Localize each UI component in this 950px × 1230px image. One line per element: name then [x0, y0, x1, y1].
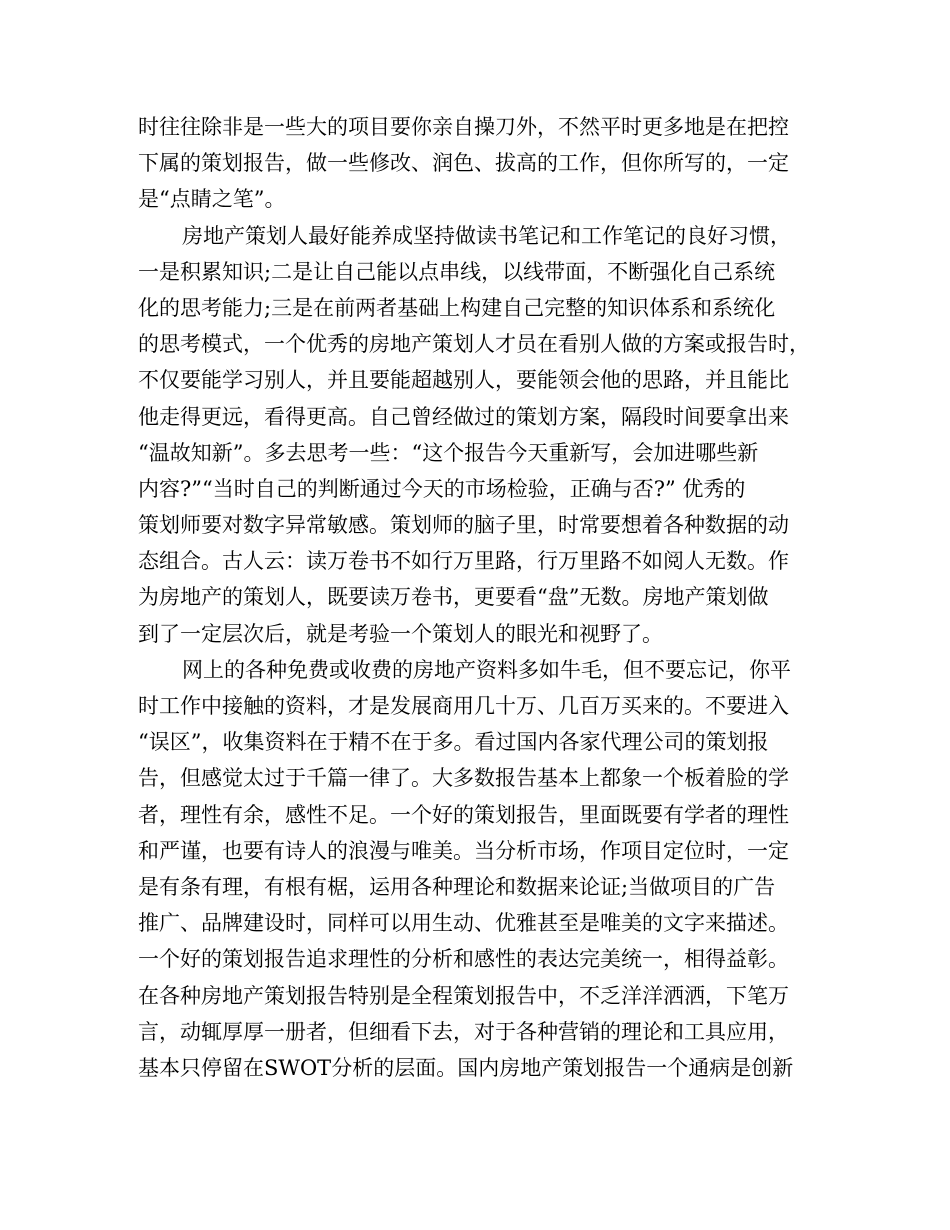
text-line: 的思考模式，一个优秀的房地产策划人才员在看别人做的方案或报告时， — [138, 332, 810, 357]
text-line: 不仅要能学习别人，并且要能超越别人，要能领会他的思路，并且能比 — [138, 368, 789, 393]
text-line: 是有条有理，有根有椐，运用各种理论和数据来论证;当做项目的广告 — [138, 874, 776, 899]
text-line: “误区”，收集资料在于精不在于多。看过国内各家代理公司的策划报 — [138, 730, 769, 755]
text-line: 态组合。古人云：读万卷书不如行万里路，行万里路不如阅人无数。作 — [138, 549, 789, 574]
text-line: 房地产策划人最好能养成坚持做读书笔记和工作笔记的良好习惯， — [182, 223, 791, 248]
text-line: 言，动辄厚厚一册者，但细看下去，对于各种营销的理论和工具应用， — [138, 1019, 789, 1044]
document-body — [138, 109, 828, 1086]
text-line: 到了一定层次后，就是考验一个策划人的眼光和视野了。 — [138, 621, 663, 646]
text-line: 告，但感觉太过于千篇一律了。大多数报告基本上都象一个板着脸的学 — [138, 766, 789, 791]
paragraph-1 — [138, 109, 828, 218]
text-line: 一个好的策划报告追求理性的分析和感性的表达完美统一，相得益彰。 — [138, 947, 789, 972]
text-line: 网上的各种免费或收费的房地产资料多如牛毛，但不要忘记，你平 — [182, 657, 791, 682]
text-line: “温故知新”。多去思考一些：“这个报告今天重新写，会加进哪些新 — [138, 440, 759, 465]
text-line: 是“点睛之笔”。 — [138, 187, 286, 212]
text-line: 他走得更远，看得更高。自己曾经做过的策划方案，隔段时间要拿出来 — [138, 404, 789, 429]
text-line: 在各种房地产策划报告特别是全程策划报告中，不乏洋洋洒洒，下笔万 — [138, 983, 789, 1008]
text-line: 为房地产的策划人，既要读万卷书，更要看“盘”无数。房地产策划做 — [138, 585, 769, 610]
text-line: 和严谨，也要有诗人的浪漫与唯美。当分析市场，作项目定位时，一定 — [138, 838, 789, 863]
paragraph-3 — [138, 652, 828, 1086]
text-line: 推广、品牌建设时，同样可以用生动、优雅甚至是唯美的文字来描述。 — [138, 911, 789, 936]
text-line: 者，理性有余，感性不足。一个好的策划报告，里面既要有学者的理性 — [138, 802, 789, 827]
text-line: 基本只停留在SWOT分析的层面。国内房地产策划报告一个通病是创新 — [138, 1055, 794, 1080]
text-line: 下属的策划报告，做一些修改、润色、拔高的工作，但你所写的，一定 — [138, 151, 789, 176]
text-line: 化的思考能力;三是在前两者基础上构建自己完整的知识体系和系统化 — [138, 295, 776, 320]
text-line: 一是积累知识;二是让自己能以点串线，以线带面，不断强化自己系统 — [138, 259, 776, 284]
paragraph-2 — [138, 218, 828, 652]
text-line: 时工作中接触的资料，才是发展商用几十万、几百万买来的。不要进入 — [138, 694, 789, 718]
text-line: 内容?”“当时自己的判断通过今天的市场检验，正确与否?” 优秀的 — [138, 476, 746, 501]
text-line: 策划师要对数字异常敏感。策划师的脑子里，时常要想着各种数据的动 — [138, 513, 789, 538]
text-line: 时往往除非是一些大的项目要你亲自操刀外，不然平时更多地是在把控 — [138, 115, 789, 139]
